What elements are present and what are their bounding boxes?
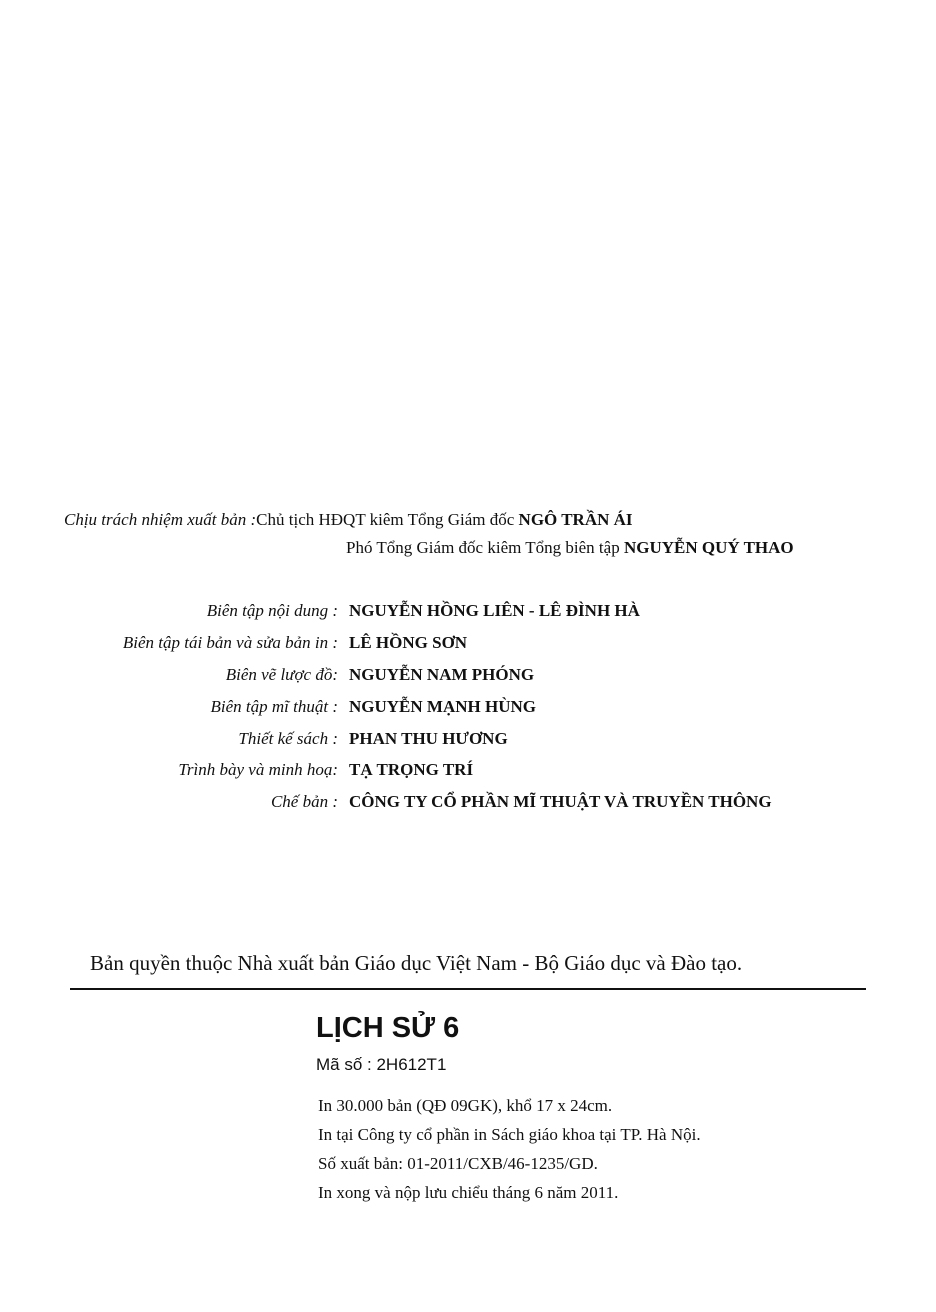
responsibility-line1-name: NGÔ TRẦN ÁI: [518, 510, 633, 529]
credit-label: Biên tập nội dung :: [206, 601, 338, 620]
credit-label: Chế bản :: [270, 792, 338, 811]
editor-in-chief-line: [346, 538, 794, 558]
credit-label: Trình bày và minh hoạ:: [178, 760, 338, 779]
credit-value: PHAN THU HƯƠNG: [349, 729, 508, 748]
credit-label: Thiết kế sách :: [238, 729, 338, 748]
credit-value: LÊ HỒNG SƠN: [349, 633, 468, 652]
print-info-line: In tại Công ty cổ phần in Sách giáo khoa tại TP. Hà Nội.: [318, 1125, 701, 1144]
print-info-line: Số xuất bản: 01-2011/CXB/46-1235/GD.: [318, 1154, 598, 1173]
book-code: Mã số : 2H612T1: [316, 1055, 447, 1074]
copyright-notice: Bản quyền thuộc Nhà xuất bản Giáo dục Việt Nam - Bộ Giáo dục và Đào tạo.: [90, 951, 743, 975]
credit-value: NGUYỄN NAM PHÓNG: [349, 665, 535, 684]
credit-value: NGUYỄN HỒNG LIÊN - LÊ ĐÌNH HÀ: [349, 601, 640, 620]
book-title: LỊCH SỬ 6: [316, 1012, 460, 1044]
print-info-line: In xong và nộp lưu chiểu tháng 6 năm 2011.: [318, 1183, 619, 1202]
responsibility-line2-name: NGUYỄN QUÝ THAO: [623, 538, 794, 557]
print-info-line: In 30.000 bản (QĐ 09GK), khổ 17 x 24cm.: [318, 1096, 613, 1115]
credit-label: Biên tập tái bản và sửa bản in :: [122, 633, 338, 652]
credit-value: TẠ TRỌNG TRÍ: [349, 760, 474, 779]
credit-value: CÔNG TY CỔ PHẦN MĨ THUẬT VÀ TRUYỀN THÔNG: [349, 792, 772, 811]
credit-label: Biên tập mĩ thuật :: [210, 697, 338, 716]
responsibility-line2-text: Phó Tổng Giám đốc kiêm Tổng biên tập: [346, 538, 624, 557]
responsibility-label: Chịu trách nhiệm xuất bản :: [64, 510, 257, 529]
credit-value: NGUYỄN MẠNH HÙNG: [349, 697, 536, 716]
divider-rule: [70, 988, 866, 990]
responsibility-line1-text: Chủ tịch HĐQT kiêm Tổng Giám đốc: [256, 510, 519, 529]
publisher-responsibility-line: [64, 510, 633, 530]
credit-label: Biên vẽ lược đồ:: [225, 665, 338, 684]
